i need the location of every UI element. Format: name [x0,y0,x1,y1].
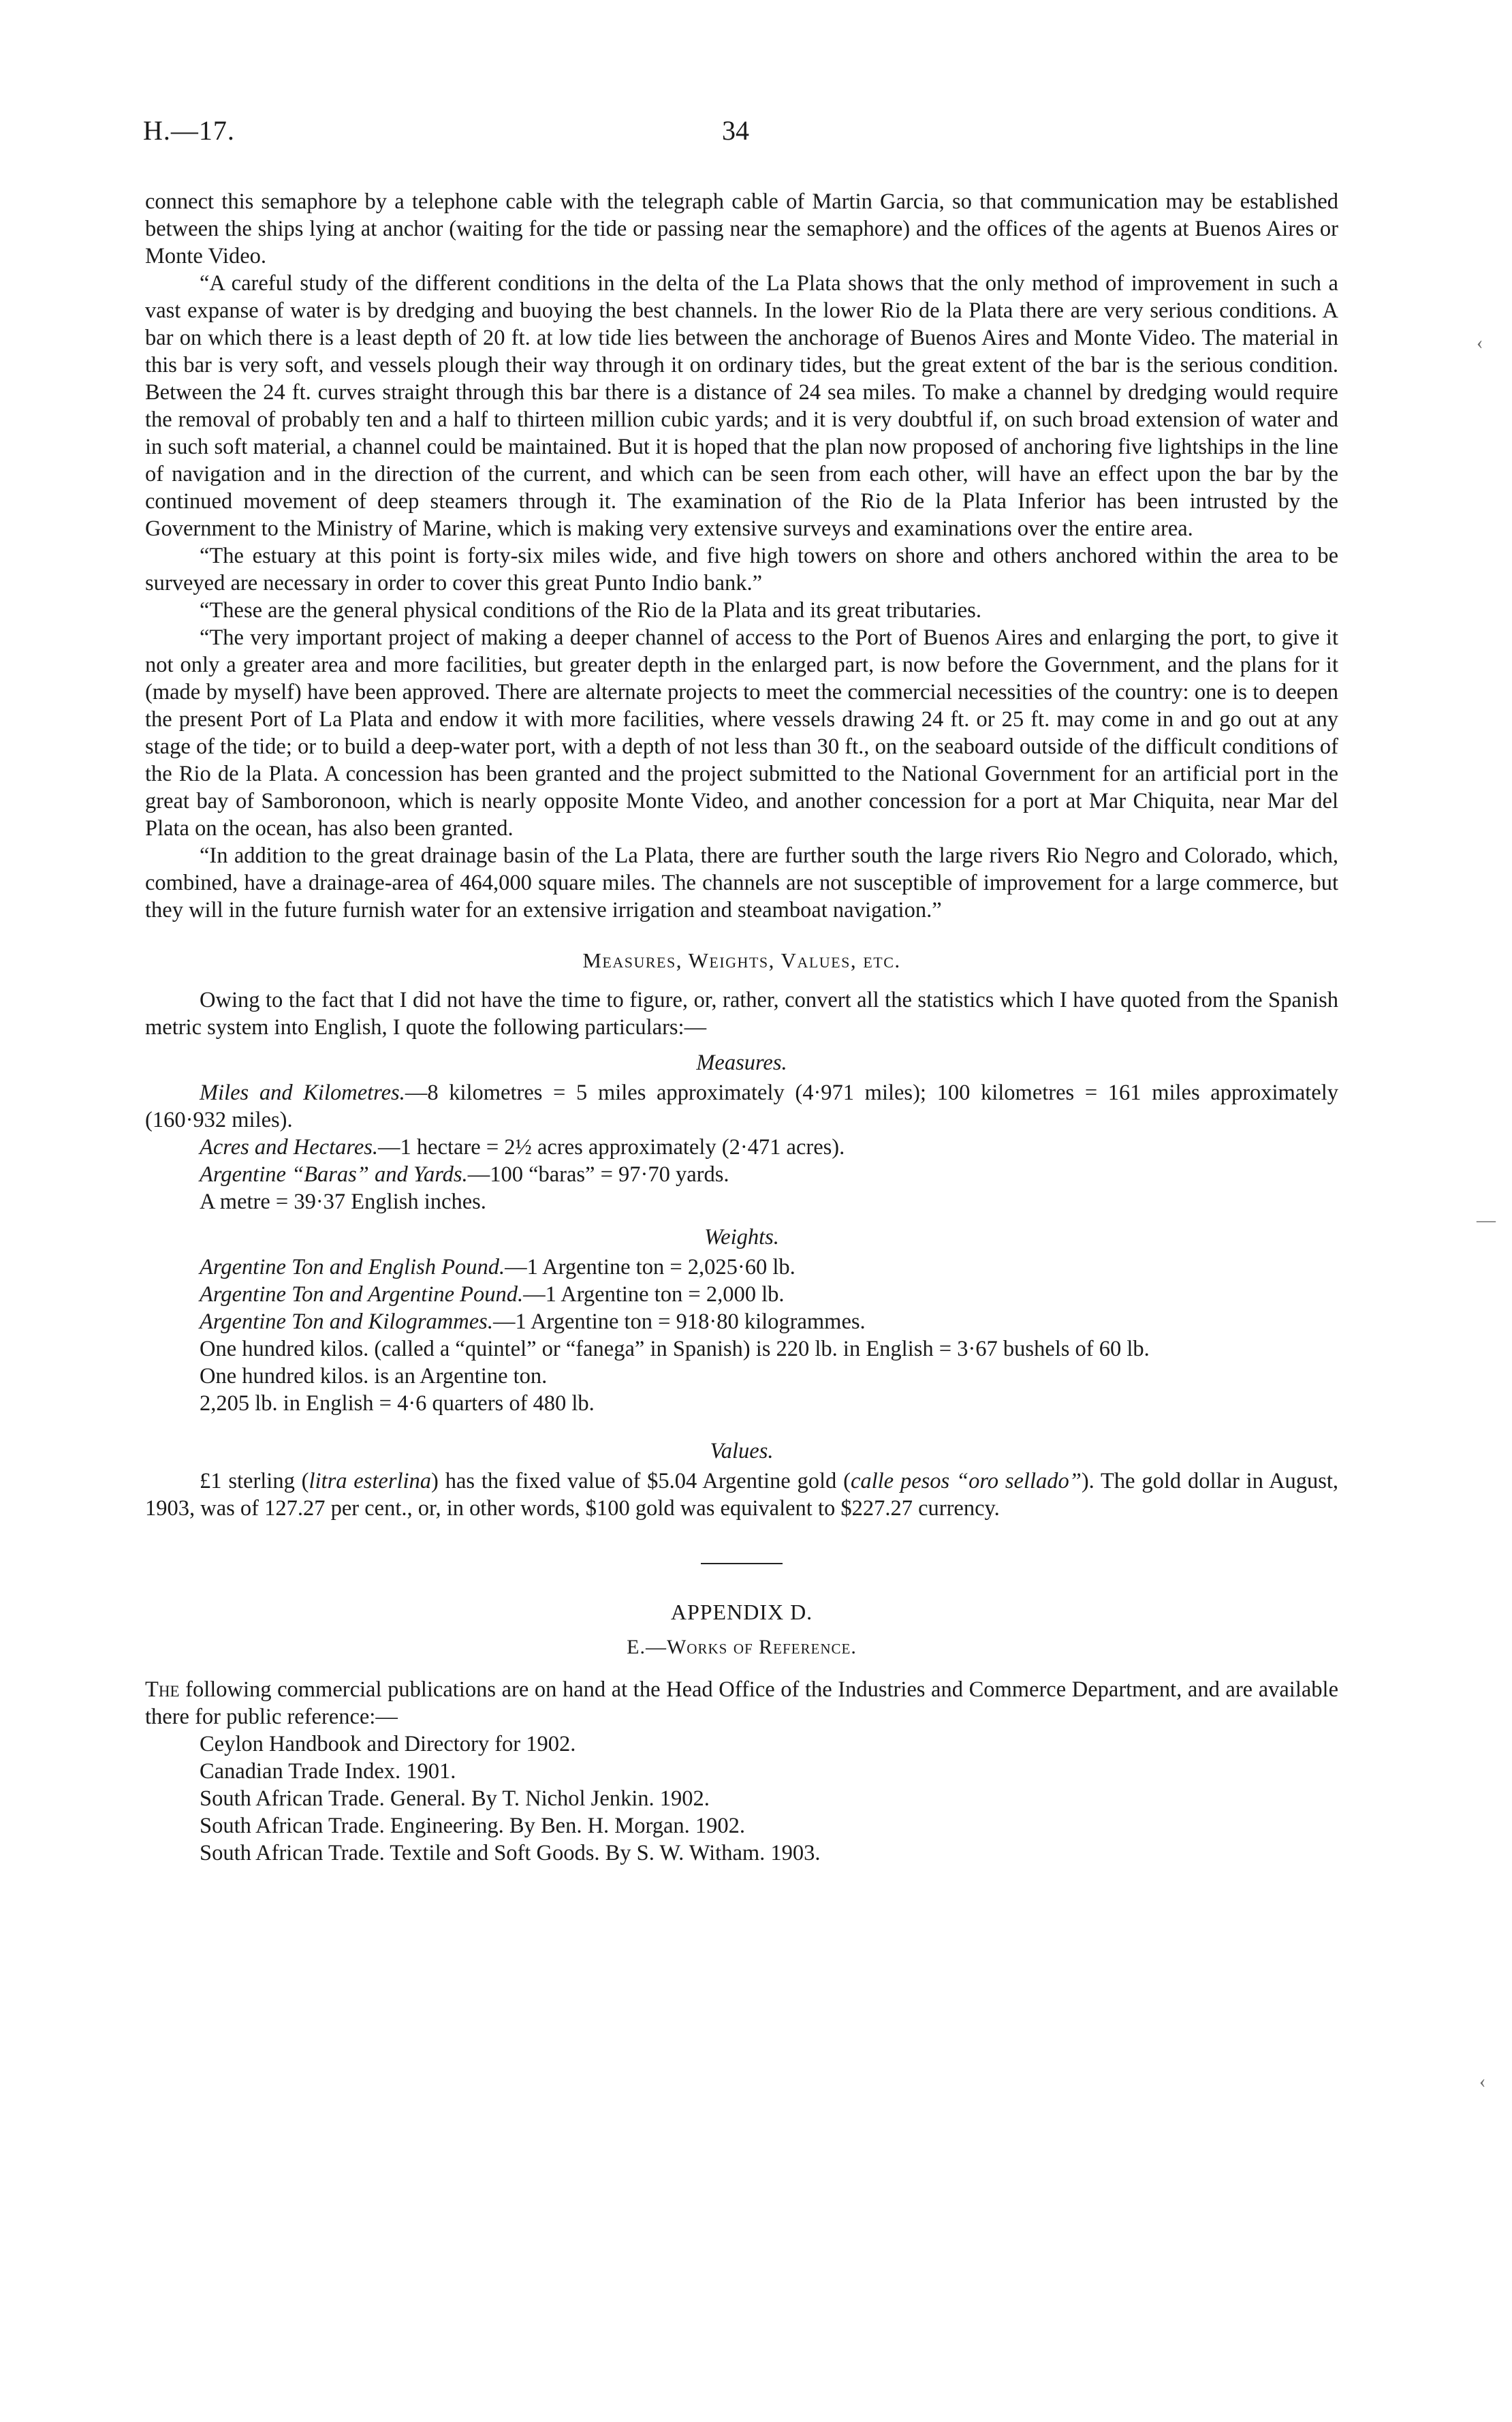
reference-item: South African Trade. Engineering. By Ben. H. Morgan. 1902. [200,1814,745,1838]
weight-line: Argentine Ton and English Pound.—1 Argentine ton = 2,025·60 lb. [200,1255,796,1279]
paragraph: “The very important project of making a deeper channel of access to the Port of Buenos Aires and enlarging the port, to give it not only a greater area and more facilities, but greater depth in the enlarged part, is now before the Government, and the plans for it (made by myself) have been approved. There are alternate projects to meet the commercial necessities of the country: one is to deepen the present Port of La Plata and endow it with more facilities, where vessels drawing 24 ft. or 25 ft. may come in and go out at any stage of the tide; or to build a deep-water port, with a depth of not less than 30 ft., on the seaboard outside of the difficult conditions of the Rio de la Plata. A concession has been granted and the project submitted to the National Government for an artificial port in the great bay of Samboronoon, which is nearly opposite Monte Video, and another concession for a port at Mar Chiquita, near Mar del Plata on the ocean, has also been granted. [145,625,1338,841]
paragraph: “A careful study of the different conditions in the delta of the La Plata shows that the only method of improvement in such a vast expanse of water is by dredging and buoying the best channels. In the lower Rio de la Plata there are very serious conditions. A bar on which there is a least depth of 20 ft. at low tide lies between the anchorage of Buenos Aires and Monte Video. The material in this bar is very soft, and vessels plough their way through it on ordinary tides, but the great extent of the bar is the serious condition. Between the 24 ft. curves straight through this bar there is a distance of 24 sea miles. To make a channel by dredging would require the removal of probably ten and a half to thirteen million cubic yards; and it is very doubtful if, on such broad extension of water and in such soft material, a channel could be maintained. But it is hoped that the plan now proposed of anchoring five lightships in the line of navigation and in the direction of the current, and which can be seen from each other, will have an effect upon the bar by the continued movement of deep steamers through it. The examination of the Rio de la Plata Inferior has been intrusted by the Government to the Ministry of Marine, which is making very extensive surveys and examinations over the entire area. [145,271,1338,541]
paragraph: “The estuary at this point is forty-six miles wide, and five high towers on shore and others anchored within the area to be surveyed are necessary in order to cover this great Punto Indio bank.” [145,544,1338,595]
weight-line: One hundred kilos. is an Argentine ton. [200,1364,548,1388]
paragraph: “These are the general physical conditions of the Rio de la Plata and its great tributaries. [200,598,981,623]
reference-item: South African Trade. Textile and Soft Goods. By S. W. Witham. 1903. [200,1841,821,1865]
page-number: 34 [722,115,749,146]
section-heading: Measures, Weights, Values, etc. [582,948,901,972]
margin-mark: ‹ [1479,2071,1486,2092]
paragraph: “In addition to the great drainage basin of the La Plata, there are further south the large rivers Rio Negro and Colorado, which, combined, have a drainage-area of 464,000 square miles. The channels are not susceptible of improvement for a large commerce, but they will in the future furnish water for an extensive irrigation and steamboat navigation.” [145,843,1338,922]
reference-item: Ceylon Handbook and Directory for 1902. [200,1732,576,1756]
section-divider [701,1563,783,1564]
reference-item: South African Trade. General. By T. Nichol Jenkin. 1902. [200,1786,710,1811]
measure-line: Argentine “Baras” and Yards.—100 “baras” = 97·70 yards. [200,1162,729,1187]
measure-line: Miles and Kilometres.—8 kilometres = 5 miles approximately (4·971 miles); 100 kilometres = 161 miles approximately (160·932 miles). [145,1081,1338,1132]
paragraph: connect this semaphore by a telephone cable with the telegraph cable of Martin Garcia, so that communication may be established between the ships lying at anchor (waiting for the tide or passing near the semaphore) and the offices of the agents at Buenos Aires or Monte Video. [145,189,1338,268]
measure-line: A metre = 39·37 English inches. [200,1190,486,1214]
values-subheading: Values. [710,1439,774,1463]
weight-line: Argentine Ton and Argentine Pound.—1 Argentine ton = 2,000 lb. [200,1282,785,1307]
reference-list [145,1730,1338,1867]
measure-line: Acres and Hectares.—1 hectare = 2½ acres approximately (2·471 acres). [200,1135,845,1160]
values-paragraph: £1 sterling (litra esterlina) has the fixed value of $5.04 Argentine gold (calle pesos “oro sellado”). The gold dollar in August, 1903, was of 127.27 per cent., or, in other words, $100 gold was equivalent to $227.27 currency. [145,1469,1338,1521]
margin-mark: ‹ [1477,332,1483,354]
document-reference: H.—17. [143,115,235,146]
weight-line: One hundred kilos. (called a “quintel” or “fanega” in Spanish) is 220 lb. in English = 3·67 bushels of 60 lb. [200,1337,1150,1361]
reference-item: Canadian Trade Index. 1901. [200,1759,456,1784]
measures-subheading: Measures. [696,1051,787,1075]
page-header [143,114,1338,155]
appendix-intro: The following commercial publications are on hand at the Head Office of the Industries and Commerce Department, and are available there for public reference:— [145,1677,1338,1729]
margin-mark: — [1477,1210,1496,1231]
appendix-title: APPENDIX D. [670,1600,813,1624]
page-body [145,188,1338,1867]
weight-line: Argentine Ton and Kilogrammes.—1 Argentine ton = 918·80 kilogrammes. [200,1309,866,1334]
weights-subheading: Weights. [704,1225,779,1249]
section-intro: Owing to the fact that I did not have the time to figure, or, rather, convert all the statistics which I have quoted from the Spanish metric system into English, I quote the following particulars:— [145,988,1338,1040]
weight-line: 2,205 lb. in English = 4·6 quarters of 480 lb. [200,1391,595,1416]
appendix-subtitle: E.—Works of Reference. [627,1636,857,1658]
